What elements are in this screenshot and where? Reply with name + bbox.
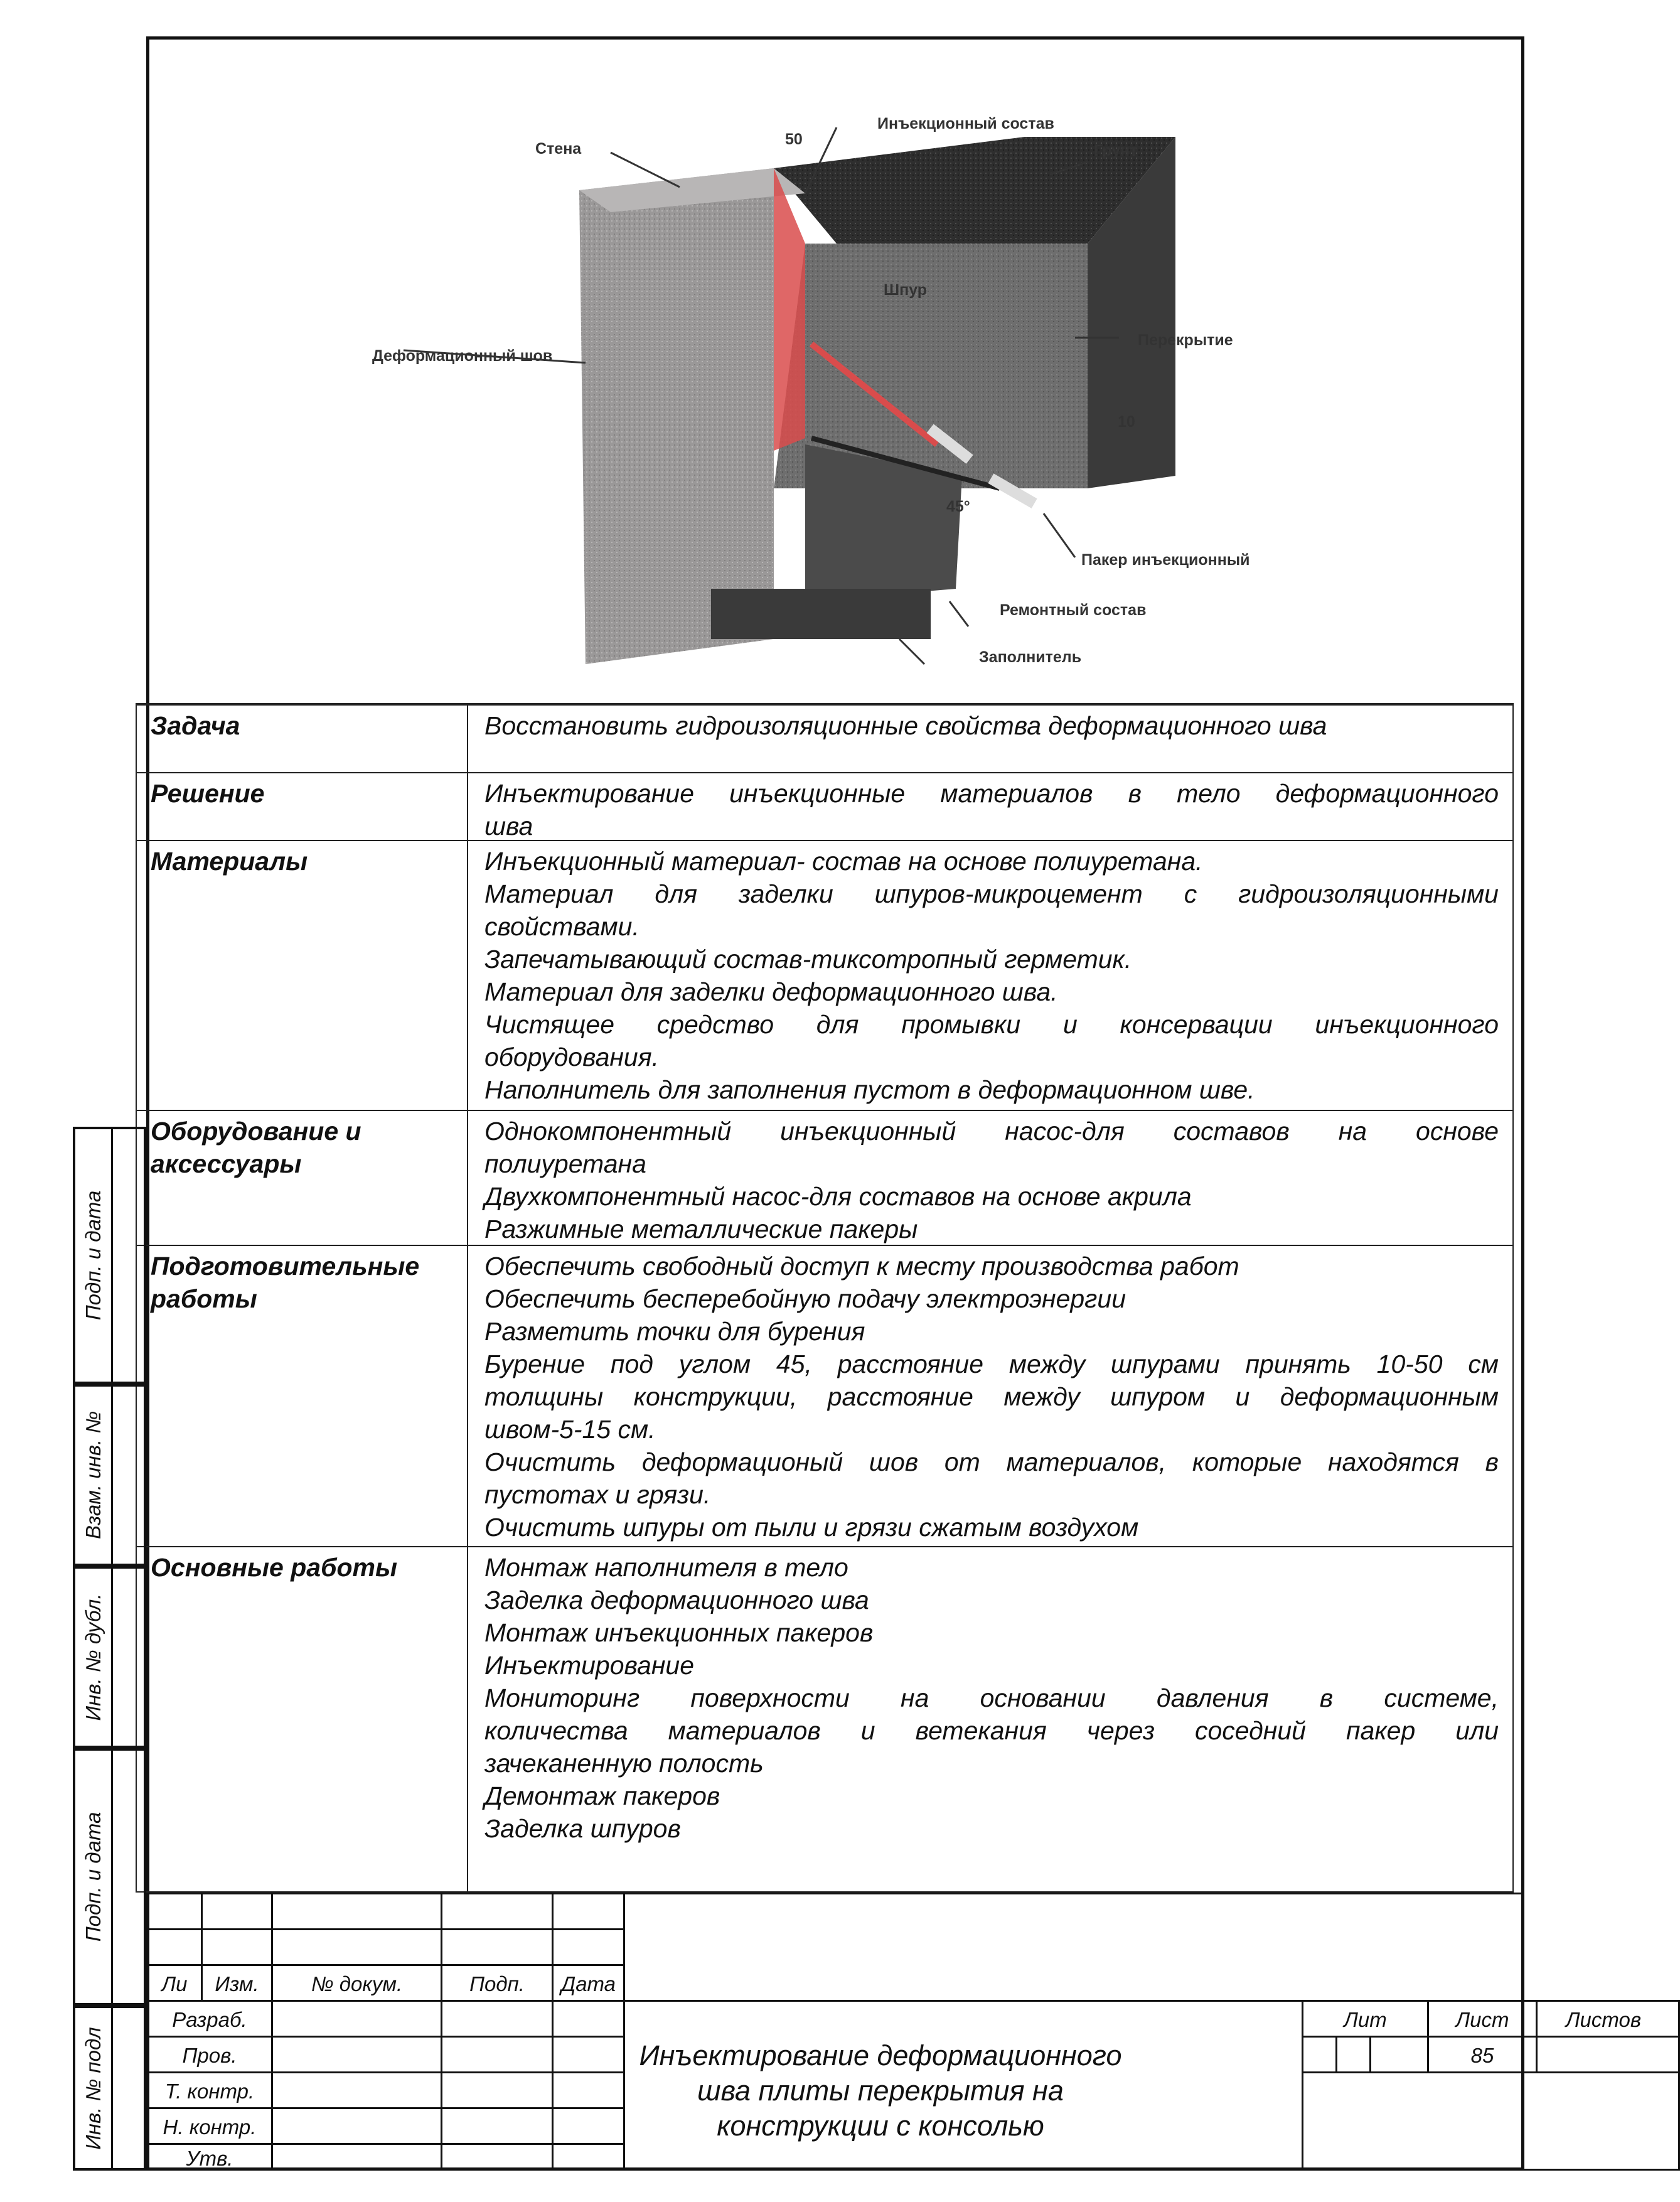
document-title: Инъектирование деформационного шва плиты перекрытия на конструкции с консолью xyxy=(639,2039,1122,2142)
col-podp: Подп. xyxy=(441,1964,554,2002)
row-text: Однокомпонентный инъекционный насос-для составов на основе полиуретана Двухкомпонентный насос-для составов на основе акрила Разжимные металлические пакеры xyxy=(484,1117,1499,1243)
side-stamp-orig-inv: Инв. № подл xyxy=(73,2006,146,2171)
row-tkontr: Т. контр. xyxy=(146,2071,273,2109)
diagram-svg xyxy=(146,36,1524,696)
table-row-equipment xyxy=(137,1110,1512,1246)
row-text: Инъектирование инъекционные материалов в тело деформационного шва xyxy=(484,779,1499,841)
label-repair: Ремонтный состав xyxy=(1000,601,1147,619)
table-row-materials xyxy=(137,840,1512,1111)
works-table xyxy=(136,703,1514,1893)
side-stamp-replace-inv: Взам. инв. № xyxy=(73,1384,146,1566)
joint-diagram xyxy=(146,36,1524,696)
row-title: Задача xyxy=(151,711,240,740)
row-title: Решение xyxy=(151,779,265,808)
table-row-solution xyxy=(137,772,1512,841)
col-doc: № докум. xyxy=(271,1964,442,2002)
row-prov: Пров. xyxy=(146,2036,273,2073)
label-wall: Стена xyxy=(535,140,582,158)
side-stamp-sign-date-1: Подп. и дата xyxy=(73,1127,146,1384)
label-soil: Грунт xyxy=(1094,142,1138,159)
row-title: Оборудование и аксессуары xyxy=(151,1117,361,1178)
filler-block xyxy=(711,589,931,639)
label-injection: Инъекционный состав xyxy=(877,115,1054,132)
col-date: Дата xyxy=(552,1964,625,2002)
row-nkontr: Н. контр. xyxy=(146,2107,273,2145)
col-li: Ли xyxy=(146,1964,203,2002)
sheet-header: Лист xyxy=(1427,2000,1538,2038)
label-slab: Перекрытие xyxy=(1138,331,1233,349)
sheets-total xyxy=(1536,2036,1680,2073)
row-utv: Утв. xyxy=(146,2143,273,2171)
row-title: Основные работы xyxy=(151,1553,397,1582)
document-code-field xyxy=(623,1893,1524,2002)
lit-header: Лит xyxy=(1302,2000,1429,2038)
table-row-preparation xyxy=(137,1245,1512,1547)
title-block xyxy=(146,1893,1642,2171)
col-izm: Изм. xyxy=(201,1964,273,2002)
table-row-task xyxy=(137,704,1512,773)
sheet-number: 85 xyxy=(1427,2036,1538,2073)
side-stamp-dup-inv: Инв. № дубл. xyxy=(73,1566,146,1748)
row-razrab: Разраб. xyxy=(146,2000,273,2038)
row-title: Подготовительные работы xyxy=(151,1252,420,1313)
row-text: Восстановить гидроизоляционные свойства деформационного шва xyxy=(484,711,1327,740)
organization-cell xyxy=(1302,2071,1680,2171)
label-dim10: 10 xyxy=(1118,413,1135,431)
sheets-total-header: Листов xyxy=(1536,2000,1680,2038)
side-stamp-sign-date-2: Подп. и дата xyxy=(73,1748,146,2006)
label-angle45: 45° xyxy=(946,498,970,515)
row-title: Материалы xyxy=(151,847,308,876)
row-text: Монтаж наполнителя в тело Заделка деформационного шва Монтаж инъекционных пакеров Инъектирование Мониторинг поверхности на основании давления в системе, количества материалов и ветекания через соседний пакер или зачеканенную полость Демонтаж пакеров Заделка шпуров xyxy=(484,1553,1499,1843)
row-text: Инъекционный материал- состав на основе полиуретана. Материал для заделки шпуров-микроцемент с гидроизоляционными свойствами. Запечатывающий состав-тиксотропный герметик. Материал для заделки деформационного шва. Чистящее средство для промывки и консервации инъекционного оборудования. Наполнитель для заполнения пустот в деформационном шве. xyxy=(484,847,1499,1104)
injection-zone xyxy=(774,168,805,451)
label-packer: Пакер инъекционный xyxy=(1081,551,1250,569)
label-filler: Заполнитель xyxy=(979,648,1082,666)
label-hole: Шпур xyxy=(884,281,928,299)
row-text: Обеспечить свободный доступ к месту производства работ Обеспечить бесперебойную подачу электроэнергии Разметить точки для бурения Бурение под углом 45, расстояние между шпурами принять 10-50 см толщины конструкции, расстояние между шпуром и деформационным швом-5-15 см. Очистить деформационый шов от материалов, которые находятся в пустотах и грязи. Очистить шпуры от пыли и грязи сжатым воздухом xyxy=(484,1252,1499,1542)
label-dim50: 50 xyxy=(785,131,803,148)
label-joint: Деформационный шов xyxy=(372,347,553,365)
table-row-main-works xyxy=(137,1546,1512,1893)
